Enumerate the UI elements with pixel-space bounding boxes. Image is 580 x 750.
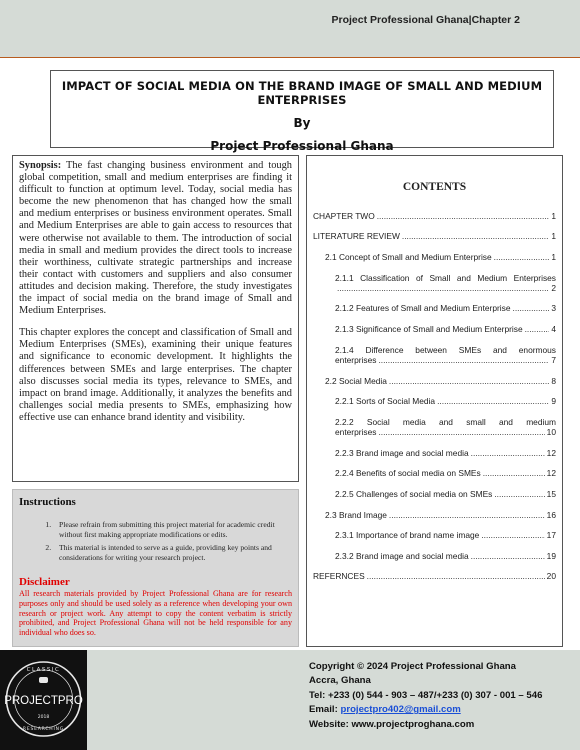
toc-entry-label: 2.3.2 Brand image and social media — [335, 550, 469, 561]
logo-bottom-text: RESEARCHING — [22, 727, 65, 732]
toc-entry-label: 2.2.1 Sorts of Social Media — [335, 396, 436, 407]
logo-year-text: 2018 — [37, 715, 50, 720]
toc-entry-label: 2.3.1 Importance of brand name image — [335, 530, 480, 541]
email-line — [309, 703, 542, 717]
toc-entry-label: 2.1.3 Significance of Small and Medium Enterprise — [335, 323, 523, 334]
instruction-item: 1. Please refrain from submitting this project material for academic credit without first making appropriate modifications or edits. — [53, 520, 292, 539]
header-text: Project Professional Ghana|Chapter 2 — [331, 14, 520, 26]
toc-entry-page: 1 — [551, 210, 556, 221]
contents-title: CONTENTS — [402, 181, 467, 193]
toc-entry-page: 9 — [551, 396, 556, 407]
copyright-text: Copyright © 2024 Project Professional Ghana — [309, 661, 516, 672]
toc-entry[interactable] — [313, 316, 556, 337]
chapter-summary-paragraph: This chapter explores the concept and classification of Small and Medium Enterprises (SMEs), examining their unique features and significance to economic development. It highlights the differences between SMEs and large enterprises. The chapter also discusses social media its types, relevance to SMEs, and impact on brand image. Additionally, it analyzes the benefits and challenges social media presents to SMEs, emphasizing how effective use can enhance brand identity and visibility. — [19, 327, 292, 423]
toc-entry-label: 2.2.5 Challenges of social media on SMEs — [335, 488, 493, 499]
toc-entry[interactable] — [313, 224, 556, 245]
toc-entry[interactable] — [313, 368, 556, 389]
address-text: Accra, Ghana — [309, 675, 371, 687]
synopsis-text: The fast changing business environment and tough global competition, small and medium enterprises are finding it difficult to function at optimum level. Today, social media has become the new phenomenon that has changed how the small and medium enterprises or business environment operates. Small and Medium Enterprises are able to gain access to resources that were otherwise not available to them. The introduction of social media in small and medium provides the direct tools to increase their worthiness, cultivate strategic partnerships and increase their contact with customers and suppliers and also consumer attitudes and decision making. Therefore, the study investigates the impact of social media on the brand image of Small and Medium Enterprises. — [19, 160, 292, 317]
email-link[interactable]: projectpro402@gmail.com — [340, 704, 461, 716]
website-text[interactable]: Website: www.projectproghana.com — [309, 718, 475, 730]
document-title: IMPACT OF SOCIAL MEDIA ON THE BRAND IMAGE OF SMALL AND MEDIUM ENTERPRISES — [61, 79, 543, 107]
toc-entry-page: 16 — [546, 509, 556, 520]
toc-entry-page: 1 — [551, 251, 556, 262]
toc-entry[interactable] — [313, 244, 556, 265]
toc-entry-label: 2.2 Social Media — [325, 375, 387, 386]
toc-entry-page: 4 — [551, 323, 556, 334]
toc-entry-page: 12 — [546, 468, 556, 479]
toc-entry-label-cont: enterprises — [335, 427, 377, 438]
page-footer — [0, 650, 580, 750]
toc-entry[interactable] — [313, 265, 556, 296]
synopsis-box — [12, 155, 299, 482]
toc-entry-label: 2.2.4 Benefits of social media on SMEs — [335, 468, 481, 479]
toc-entry-page: 8 — [551, 375, 556, 386]
toc-entry[interactable] — [313, 481, 556, 502]
toc-entry-label: 2.2.3 Brand image and social media — [335, 447, 469, 458]
contact-info — [309, 660, 542, 732]
toc-entry[interactable] — [313, 564, 556, 585]
toc-list — [313, 203, 556, 584]
toc-entry-page: 1 — [551, 231, 556, 242]
table-of-contents — [306, 155, 563, 647]
toc-entry[interactable] — [313, 502, 556, 523]
page-header — [0, 0, 580, 58]
synopsis-label: Synopsis: — [19, 160, 62, 171]
toc-entry-label: 2.1.4 Difference between SMEs and enormous — [335, 344, 556, 355]
toc-entry[interactable] — [313, 409, 556, 440]
disclaimer-title: Disclaimer — [19, 576, 70, 588]
toc-entry[interactable] — [313, 389, 556, 410]
email-label: Email: — [309, 704, 341, 716]
toc-entry-label: 2.2.2 Social media and small and medium — [335, 417, 556, 428]
header-divider — [0, 57, 580, 58]
toc-entry[interactable] — [313, 440, 556, 461]
disclaimer-text: All research materials provided by Project Professional Ghana are for research purposes only and should be used solely as a reference when developing your own research or project work. Any attempt to copy the content verbatim is strictly prohibited, and Project Professional Ghana will not be held responsible for any individual who does so. — [19, 589, 292, 638]
toc-entry-page: 3 — [551, 303, 556, 314]
telephone-text: Tel: +233 (0) 544 - 903 – 487/+233 (0) 307 - 001 – 546 — [309, 689, 543, 701]
logo-top-text: CLASSIC — [26, 667, 61, 673]
toc-entry-page: 20 — [546, 571, 556, 582]
toc-entry[interactable] — [313, 203, 556, 224]
toc-entry[interactable] — [313, 461, 556, 482]
toc-entry-page: 17 — [546, 530, 556, 541]
toc-entry[interactable] — [313, 337, 556, 368]
instructions-list — [19, 520, 292, 562]
toc-entry-label: CHAPTER TWO — [313, 210, 375, 221]
toc-entry-page: 12 — [546, 447, 556, 458]
instructions-box — [12, 489, 299, 647]
title-block — [50, 70, 554, 153]
toc-entry-page: 19 — [546, 550, 556, 561]
logo-name-text: PROJECTPRO — [4, 695, 83, 707]
toc-entry-page: 10 — [546, 427, 556, 438]
toc-entry[interactable] — [313, 523, 556, 544]
logo-emblem-icon — [0, 650, 87, 750]
logo-elephant-icon — [39, 677, 48, 683]
projectpro-logo — [0, 650, 87, 750]
toc-entry-label: 2.1.2 Features of Small and Medium Enterprise — [335, 303, 511, 314]
toc-entry-label-cont: enterprises — [335, 354, 377, 365]
toc-entry[interactable] — [313, 296, 556, 317]
toc-entry-page: 15 — [546, 488, 556, 499]
toc-entry[interactable] — [313, 543, 556, 564]
toc-entry-page: 2 — [551, 282, 556, 293]
instruction-item: 2. This material is intended to serve as a guide, providing key points and considerations for writing your research project. — [53, 543, 292, 562]
synopsis-paragraph — [19, 160, 292, 317]
toc-entry-label: REFERNCES — [313, 571, 365, 582]
toc-entry-page: 7 — [551, 354, 556, 365]
toc-entry-label: 2.1.1 Classification of Small and Medium Enterprises — [335, 272, 556, 283]
title-by: By — [293, 116, 311, 130]
title-author: Project Professional Ghana — [210, 139, 394, 153]
instructions-title: Instructions — [19, 496, 76, 508]
toc-entry-label: LITERATURE REVIEW — [313, 231, 400, 242]
toc-entry-label: 2.3 Brand Image — [325, 509, 387, 520]
toc-entry-label: 2.1 Concept of Small and Medium Enterprise — [325, 251, 492, 262]
